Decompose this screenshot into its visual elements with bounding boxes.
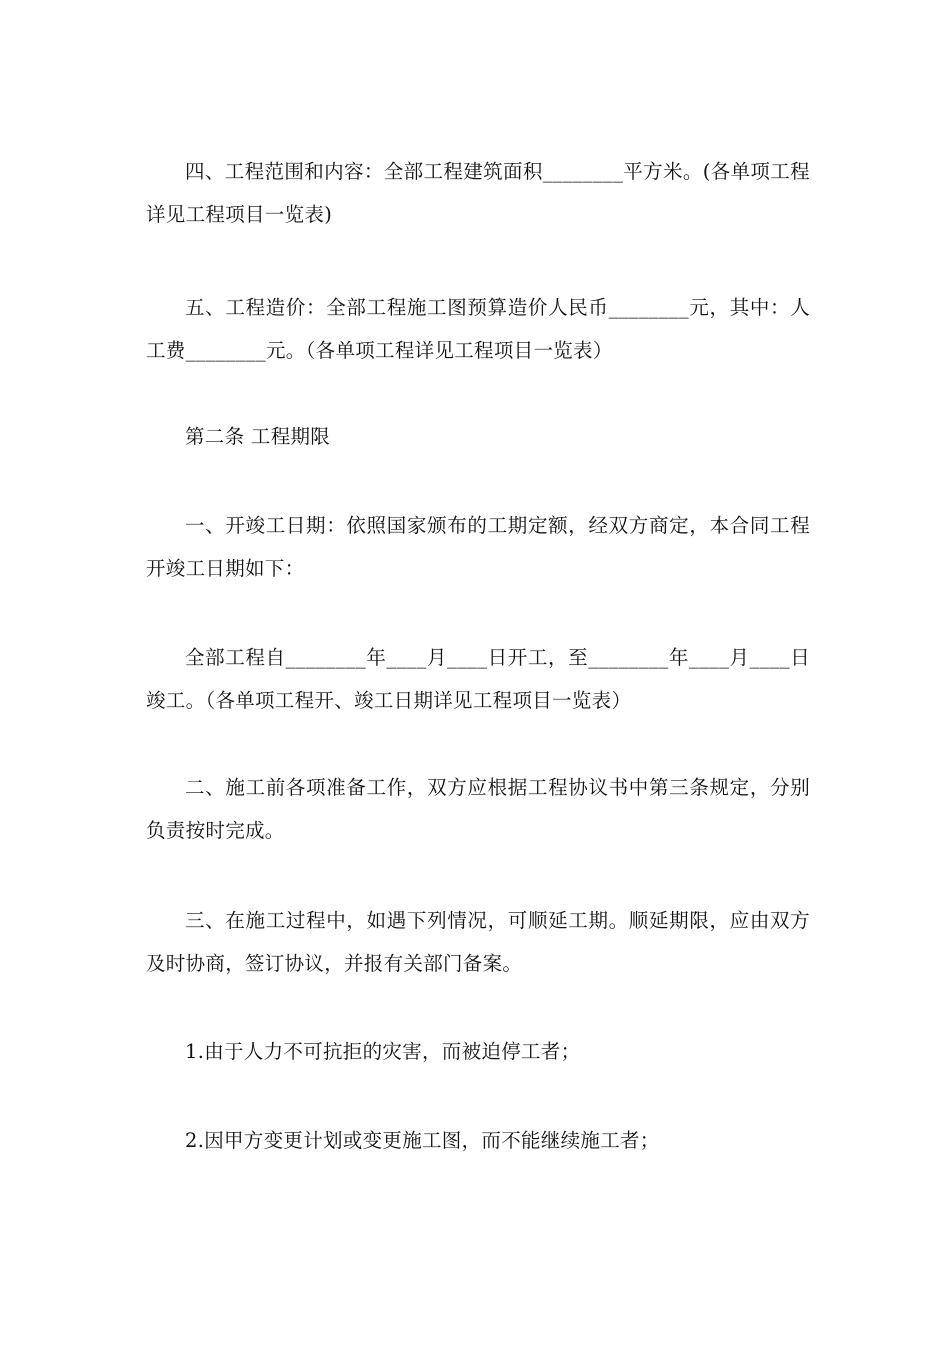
list-item-plan-change: 2.因甲方变更计划或变更施工图，而不能继续施工者；	[185, 1129, 660, 1152]
paragraph-scope: 四、工程范围和内容：全部工程建筑面积________平方米。(各单项工程详见工程项目一览表)	[146, 160, 810, 226]
list-item-force-majeure: 1.由于人力不可抗拒的灾害，而被迫停工者；	[185, 1040, 581, 1063]
paragraph-preparation: 二、施工前各项准备工作，双方应根据工程协议书中第三条规定，分别负责按时完成。	[146, 776, 810, 842]
paragraph-start-end-dates: 一、开竣工日期：依照国家颁布的工期定额，经双方商定，本合同工程开竣工日期如下：	[146, 514, 810, 580]
paragraph-cost: 五、工程造价：全部工程施工图预算造价人民币________元，其中：人工费________元。（各单项工程详见工程项目一览表）	[146, 296, 810, 362]
article-heading-term: 第二条 工程期限	[185, 425, 331, 448]
paragraph-extension: 三、在施工过程中，如遇下列情况，可顺延工期。顺延期限，应由双方及时协商，签订协议，并报有关部门备案。	[146, 909, 810, 975]
paragraph-schedule: 全部工程自________年____月____日开工，至________年____月____日竣工。（各单项工程开、竣工日期详见工程项目一览表）	[146, 646, 810, 712]
